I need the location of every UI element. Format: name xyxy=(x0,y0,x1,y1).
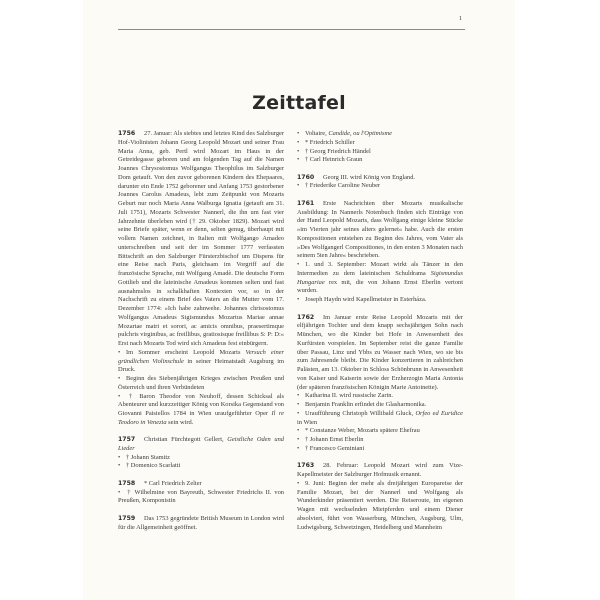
bullet-item: • † Wilhelmine von Bayreuth, Schwester Friedrichs II. von Preußen, Komponistin xyxy=(118,489,284,507)
year-label: 1756 xyxy=(118,130,136,137)
entry-text: Im Januar erste Reise Leopold Mozarts mit der elfjährigen Tochter und dem knapp sechsjährigen Sohn nach München, wo die Kinder bei Hofe in Anwesenheit des Kurfürsten vorspielen. Im September reist die ganze Familie über Passau, Linz und Ybbs zu Wasser nach Wien, wo sie bis zum Jahresende bleibt. Die Kinder konzertieren in zahlreichen Palästen, am 13. Oktober in Schloss Schönbrunn in Anwesenheit von Kaiser und Kaiserin sowie der Erzherzogin Maria Antonia (der späteren französischen Königin Marie Antoinette). xyxy=(297,313,463,391)
bullet-item: • Katharina II. wird russische Zarin. xyxy=(297,392,463,401)
bullet-item: • Uraufführung Christoph Willibald Gluck, Orfeo ed Euridice in Wien xyxy=(297,410,463,428)
right-column xyxy=(297,130,463,541)
entry-text: Georg III. wird König von England. xyxy=(323,173,415,181)
entry-text-italic: Geistliche Oden und Lieder xyxy=(118,436,284,452)
bullet-item: • † Carl Heinrich Graun xyxy=(297,156,463,165)
timeline-entry-1763 xyxy=(297,462,463,532)
entry-text: 28. Februar: Leopold Mozart wird zum Vize-Kapellmeister der Salzburger Hofmusik ernannt. xyxy=(297,462,463,478)
year-label: 1761 xyxy=(297,199,315,207)
bullet-item: • † Johann Ernst Eberlin xyxy=(297,436,463,445)
year-label: 1759 xyxy=(118,514,136,522)
timeline-entry-1758 xyxy=(118,480,284,506)
year-label: 1757 xyxy=(118,436,136,444)
page-number: 1 xyxy=(459,16,462,22)
bullet-item: • * Constanze Weber, Mozarts spätere Ehefrau xyxy=(297,427,463,436)
timeline-entry-1761 xyxy=(297,200,463,305)
timeline-entry-1759-continued xyxy=(297,130,463,165)
bullet-item: • † Friederike Caroline Neuber xyxy=(297,182,463,191)
bullet-item: • † Johann Stamitz xyxy=(118,454,284,463)
bullet-item: • † Baron Theodor von Neuhoff, dessen Schicksal als Abenteurer und kurzzeitiger König von Korsika Gegenstand von Giovanni Paisiellos 1784 in Wien uraufgeführter Oper Il re Teodoro in Venezia sein wird. xyxy=(118,393,284,428)
year-label: 1760 xyxy=(297,173,315,181)
bullet-item: • † Georg Friedrich Händel xyxy=(297,148,463,157)
timeline-entry-1760 xyxy=(297,174,463,192)
year-label: 1763 xyxy=(297,462,315,470)
entry-text: 27. Januar: Als siebtes und letztes Kind des Salzburger Hof-Violinisten Johann Georg Leopold Mozart und seiner Frau Maria Anna, geb. Pertl wird Mozart im Haus in der Getreidegasse geboren und am folgenden Tag auf die Namen Joannes Chrysostomus Wolfgangus Theophilus im Salzburger Dom getauft. Von den zuvor geborenen Kindern des Ehepaares, darunter ein Ende 1752 geborener und Anfang 1753 gestorbener Joannes Carolus Amadeus, lebt zum Zeitpunkt von Mozarts Geburt nur noch Maria Anna Walburga Ignatia (getauft am 31. Juli 1751), Mozarts Schwester Nannerl, die ihn um fast vier Jahrzehnte überleben wird († 29. Oktober 1829). Mozart wird seine Briefe später, wenn er denn, selten genug, überhaupt mit vollem Namen zeichnet, in Italien mit Wolfgango Amadeo unterschreiben und seit der im Sommer 1777 verfassten Bittschrift an den Salzburger Fürsterzbischof um Dispens für eine Reise nach Paris, gleichsam im Vorgriff auf die französische Sprache, mit Wolfgang Amadè. Die deutsche Form Gottlieb und die lateinische Amadeus kommen selten und fast ausnahmslos in schalkhaften Kontexten vor, so in der Nachschrift zu einem Brief des Vaters an die Mutter vom 17. Dezember 1774: »Ich habe zahnwehe. Johannes chrisostomus Wolfgangus Amadeus Sigismundus Mozartus Mariae annae Mozartae matri et sorori, ac amicis omnibus, praesertimque pulchris virginibus, ac freillibus, gratiosisque freillibus S: P: D:« Erst nach Mozarts Tod wird sich Amadeus fest einbürgern. xyxy=(118,130,284,347)
year-label: 1762 xyxy=(297,313,315,321)
bullet-item: • Voltaire, Candide, ou l'Optimisme xyxy=(297,130,463,139)
entry-text: Das 1753 gegründete British Museum in London wird für die Allgemeinheit geöffnet. xyxy=(118,514,284,531)
bullet-item: • * Friedrich Schiller xyxy=(297,139,463,148)
bullet-item: • Beginn des Siebenjährigen Krieges zwischen Preußen und Österreich und ihren Verbündeten xyxy=(118,375,284,393)
bullet-item: • Im Sommer erscheint Leopold Mozarts Versuch einer gründlichen Violinschule in seiner Heimatstadt Augsburg im Druck. xyxy=(118,349,284,375)
timeline-entry-1756 xyxy=(118,130,284,428)
bullet-item: • 9. Juni: Beginn der mehr als dreijährigen Europareise der Familie Mozart, bei der Nannerl und Wolfgang als Wunderkinder präsentiert werden. Die Reiseroute, im eigenen Wagen mit wechselnden Mietpferden und einem Diener absolviert, führt von Wasserburg, München, Augsburg, Ulm, Ludwigsburg, Schwetzingen, Heidelberg und Mannheim xyxy=(297,480,463,533)
page-title: Zeittafel xyxy=(252,92,346,114)
header-rule xyxy=(118,29,465,30)
entry-text: Erste Nachrichten über Mozarts musikalische Ausbildung: In Nannerls Notenbuch finden sich Einträge von der Hand Leopold Mozarts, dass Wolfgang einige kleine Stücke »im Vierten jahr seines alters gelernet« habe. Auch die ersten Kompositionen entstehen zu Beginn des Jahres, vom Vater als »Des Wolfgangerl Compositiones, in den ersten 3 Monaten nach seinem 5ten Jahre« beschrieben. xyxy=(297,199,463,260)
entry-text: * Carl Friedrich Zelter xyxy=(144,479,202,487)
bullet-item: • Joseph Haydn wird Kapellmeister in Esterháza. xyxy=(297,296,463,305)
bullet-item: • 1. und 3. September: Mozart wirkt als Tänzer in den Intermedien zu dem lateinischen Schuldrama Sigismundus Hungariae rex mit, die von Johann Ernst Eberlin vertont wurden. xyxy=(297,261,463,296)
timeline-entry-1762 xyxy=(297,314,463,454)
bullet-item: • † Francesco Geminiani xyxy=(297,445,463,454)
bullet-item: • Benjamin Franklin erfindet die Glasharmonika. xyxy=(297,401,463,410)
document-page xyxy=(83,0,515,600)
bullet-item: • † Domenico Scarlatti xyxy=(118,462,284,471)
entry-text: Christian Fürchtegott Gellert, xyxy=(144,436,228,444)
timeline-entry-1759 xyxy=(118,515,284,533)
timeline-entry-1757 xyxy=(118,436,284,471)
year-label: 1758 xyxy=(118,479,136,487)
left-column xyxy=(118,130,284,541)
